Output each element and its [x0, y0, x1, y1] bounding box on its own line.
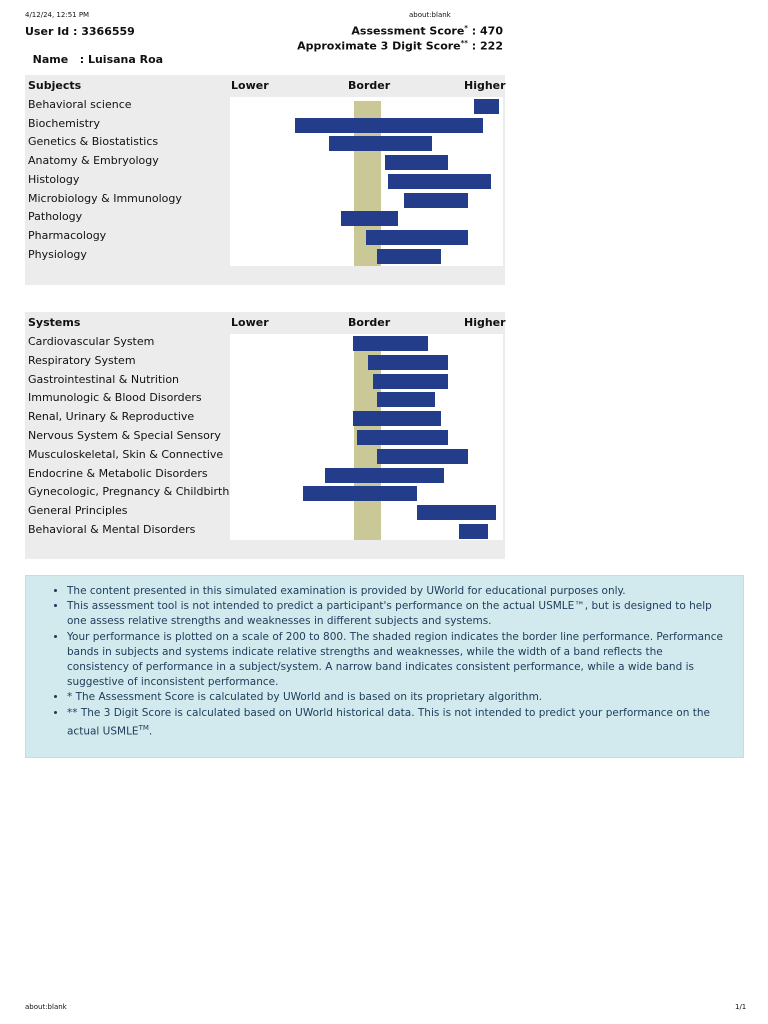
subjects-performance-band [366, 230, 468, 245]
print-page-count: 1/1 [735, 1003, 747, 1011]
subjects-performance-band [295, 118, 483, 133]
subjects-performance-band [329, 136, 432, 151]
subjects-row-label: Pathology [28, 210, 83, 224]
user-id-label: User Id : [25, 25, 82, 38]
subjects-row-label: Physiology [28, 247, 87, 261]
three-digit-score [297, 39, 503, 53]
systems-row-label: Respiratory System [28, 353, 136, 367]
systems-performance-band [353, 336, 428, 351]
systems-performance-band [459, 524, 488, 539]
systems-performance-band [377, 392, 435, 407]
subjects-row-label: Microbiology & Immunology [28, 191, 182, 205]
systems-row-label: Gastrointestinal & Nutrition [28, 372, 180, 386]
note-item [67, 706, 725, 740]
notes-box [25, 575, 744, 758]
systems-heading: Systems [28, 316, 81, 329]
three-digit-score-sup: ** [460, 39, 468, 47]
subjects-row-label: Histology [28, 172, 80, 186]
systems-row-label: Musculoskeletal, Skin & Connective [28, 447, 224, 461]
subjects-performance-band [388, 174, 491, 189]
systems-row-label: General Principles [28, 504, 128, 518]
user-name-label: Name : [32, 53, 88, 66]
print-footer-url: about:blank [25, 1003, 67, 1011]
note-item: • The content presented in this simulated examination is provided by UWorld for educational purposes only. [67, 584, 725, 599]
note-text: ** The 3 Digit Score is calculated based on UWorld historical data. This is not intended to predict your performance on the actual USMLE [67, 706, 710, 738]
user-id-value: 3366559 [81, 25, 135, 38]
subjects-col-border: Border [348, 79, 391, 92]
subjects-performance-band [404, 193, 468, 208]
note-sup: TM [138, 723, 149, 732]
systems-row-label: Nervous System & Special Sensory [28, 429, 221, 442]
print-page-title: about:blank [409, 11, 451, 19]
systems-performance-band [373, 374, 448, 389]
systems-performance-band [368, 355, 448, 370]
subjects-row-label: Anatomy & Embryology [28, 154, 159, 168]
subjects-heading: Subjects [28, 79, 82, 92]
note-item: • This assessment tool is not intended to predict a participant's performance on the actual USMLE™, but is designed to help one assess relative strengths and weaknesses in different subjects and systems. [67, 599, 725, 629]
systems-performance-band [417, 505, 496, 520]
subjects-performance-band [377, 249, 441, 264]
notes-list [26, 576, 743, 740]
systems-col-border: Border [348, 316, 391, 329]
systems-performance-band [377, 449, 468, 464]
three-digit-score-label: Approximate 3 Digit Score [297, 39, 461, 53]
systems-col-higher: Higher [464, 316, 506, 329]
systems-performance-band [357, 430, 448, 445]
user-name [25, 40, 163, 66]
assessment-score-sup: * [464, 24, 468, 32]
note-item: • * The Assessment Score is calculated by UWorld and is based on its proprietary algorithm. [67, 690, 725, 705]
subjects-performance-band [474, 99, 499, 114]
note-text-end: . [148, 725, 153, 738]
systems-row-label: Immunologic & Blood Disorders [28, 391, 202, 405]
systems-performance-band [353, 411, 441, 426]
three-digit-score-value: : 222 [467, 39, 503, 53]
systems-performance-band [325, 468, 444, 483]
systems-row-label: Cardiovascular System [28, 335, 155, 348]
assessment-score-label: Assessment Score [351, 24, 465, 38]
user-id [25, 25, 135, 38]
subjects-col-lower: Lower [231, 79, 269, 92]
subjects-row-label: Behavioral science [28, 98, 132, 111]
subjects-col-higher: Higher [464, 79, 506, 92]
systems-row-label: Behavioral & Mental Disorders [28, 523, 196, 536]
systems-row-label: Endocrine & Metabolic Disorders [28, 466, 208, 480]
assessment-score-value: : 470 [467, 24, 503, 38]
systems-row-label: Renal, Urinary & Reproductive [28, 410, 195, 424]
subjects-row-label: Genetics & Biostatistics [28, 135, 159, 149]
systems-performance-band [303, 486, 417, 501]
user-name-value: Luisana Roa [87, 53, 164, 66]
systems-col-lower: Lower [231, 316, 269, 329]
subjects-performance-band [385, 155, 448, 170]
systems-row-label: Gynecologic, Pregnancy & Childbirth [28, 485, 230, 499]
subjects-performance-band [341, 211, 399, 226]
assessment-score [351, 24, 503, 38]
subjects-row-label: Pharmacology [28, 228, 107, 242]
print-timestamp: 4/12/24, 12:51 PM [25, 11, 90, 19]
note-item: • Your performance is plotted on a scale of 200 to 800. The shaded region indicates the border line performance. Performance bands in subjects and systems indicate relative strengths and weaknesses, while the width of a band reflects the consistency of performance in a subject/system. A narrow band indicates consistent performance, while a wide band is suggestive of inconsistent performance. [67, 630, 725, 691]
subjects-row-label: Biochemistry [28, 116, 100, 130]
